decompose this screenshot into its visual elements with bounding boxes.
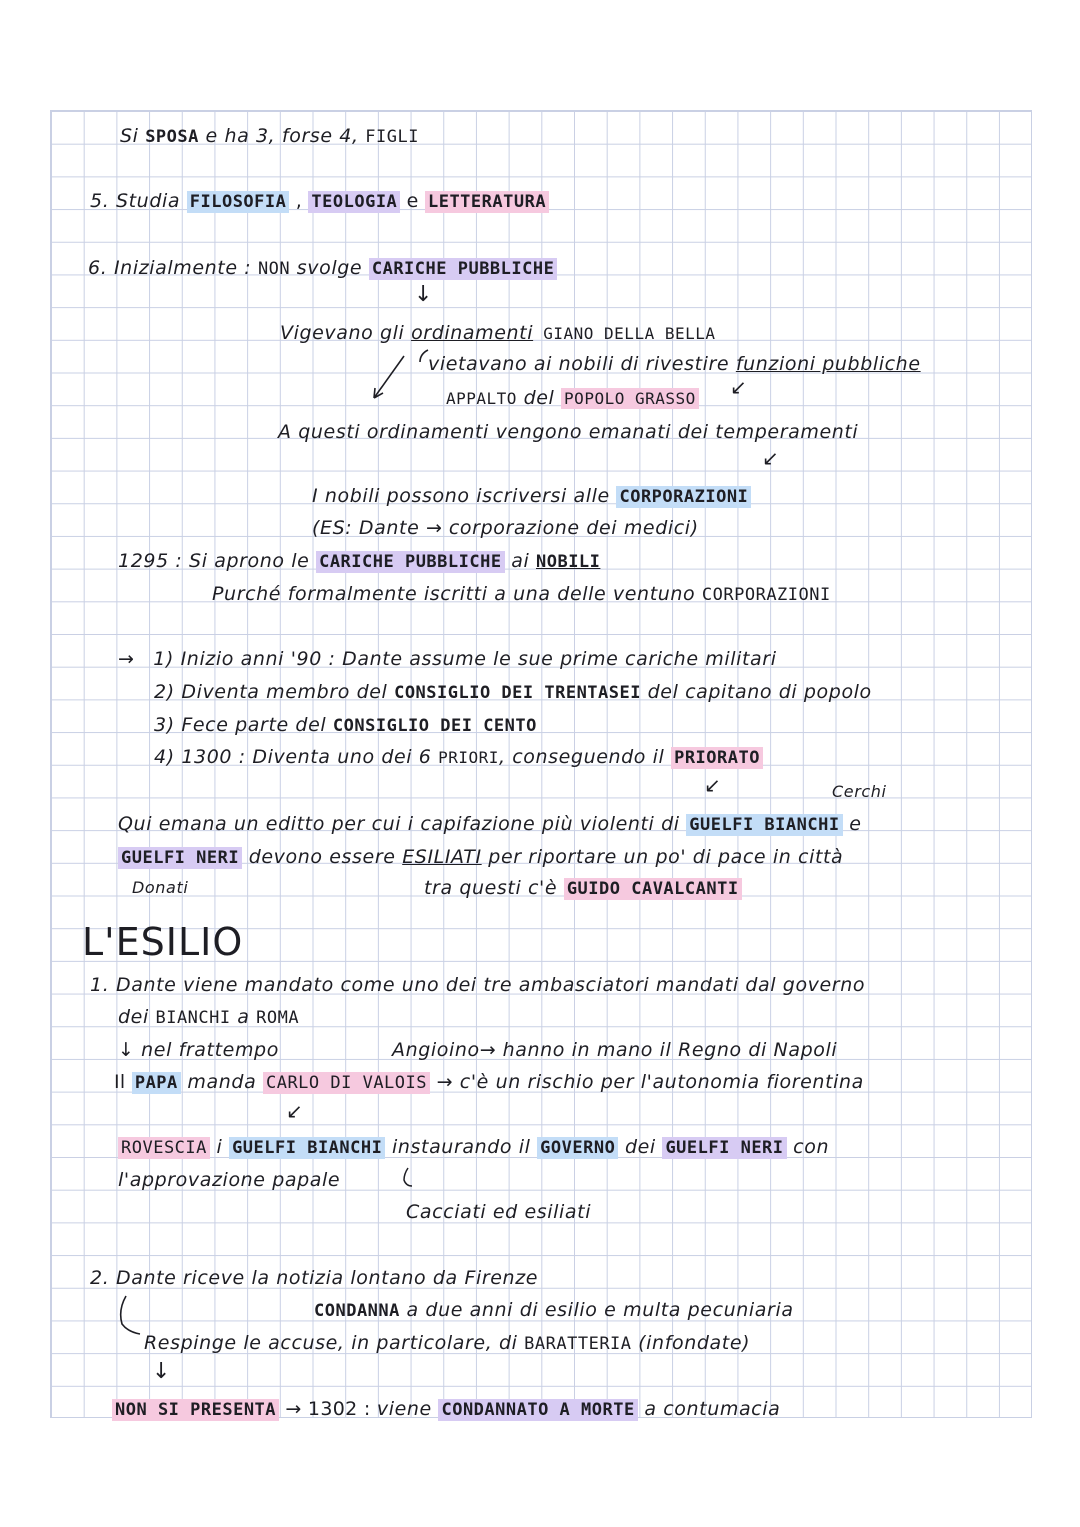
down-left-arrow-icon: ↙: [286, 1099, 303, 1123]
exile-line-8: Cacciati ed esiliati: [406, 1201, 592, 1223]
exile-line-4: Angioino→ hanno in mano il Regno di Napoli: [392, 1039, 838, 1061]
line-1295: 1295 : Si aprono le CARICHE PUBBLICHE ai NOBILI: [118, 550, 601, 572]
line-item-2: 2) Diventa membro del CONSIGLIO DEI TRENTASEI del capitano di popolo: [154, 681, 872, 703]
bracket-mark-icon: [398, 1166, 418, 1190]
down-arrow-icon: ↓: [152, 1359, 171, 1384]
exile-line-5: Il PAPA manda CARLO DI VALOIS → c'è un rischio per l'autonomia fiorentina: [114, 1071, 864, 1093]
line-example: (ES: Dante → corporazione dei medici): [312, 517, 699, 539]
exile-line-7: l'approvazione papale: [118, 1169, 341, 1191]
line-cavalcanti: tra questi c'è GUIDO CAVALCANTI: [424, 876, 742, 901]
note-donati: Donati: [132, 878, 189, 897]
note-cerchi: Cerchi: [832, 782, 887, 801]
exile-line-13: NON SI PRESENTA → 1302 : viene CONDANNATO A MORTE a contumacia: [112, 1397, 780, 1422]
line-married: Si SPOSA e ha 3, forse 4, FIGLI: [120, 125, 419, 147]
line-item-1: → 1) Inizio anni '90 : Dante assume le sue prime cariche militari: [118, 648, 777, 670]
line-ordinamenti: Vigevano gli ordinamenti GIANO DELLA BELLA: [280, 322, 716, 344]
line-editto: Qui emana un editto per cui i capifazione più violenti di GUELFI BIANCHI e: [118, 813, 862, 835]
exile-line-9: 2. Dante riceve la notizia lontano da Firenze: [90, 1267, 539, 1289]
line-vietavano: vietavano ai nobili di rivestire funzioni pubbliche: [428, 353, 921, 375]
exile-line-6: ROVESCIA i GUELFI BIANCHI instaurando il GOVERNO dei GUELFI NERI con: [118, 1135, 829, 1160]
line-appalto: APPALTO del POPOLO GRASSO: [446, 386, 699, 411]
exile-line-3: ↓ nel frattempo: [118, 1039, 279, 1061]
line-studies: 5. Studia FILOSOFIA , TEOLOGIA e LETTERATURA: [90, 189, 549, 214]
down-left-arrow-icon: ↙: [762, 446, 779, 470]
line-nobili-corporazioni: I nobili possono iscriversi alle CORPORAZIONI: [312, 484, 751, 509]
line-guelfi-neri: GUELFI NERI devono essere ESILIATI per riportare un po' di pace in città: [118, 845, 843, 870]
line-item-3: 3) Fece parte del CONSIGLIO DEI CENTO: [154, 714, 537, 736]
down-arrow-icon: ↓: [414, 282, 433, 307]
curve-arrow-icon: ↙: [730, 375, 747, 399]
line-temperamenti: A questi ordinamenti vengono emanati dei temperamenti: [278, 421, 859, 443]
exile-line-2: dei BIANCHI a ROMA: [118, 1006, 300, 1028]
line-initially: 6. Inizialmente : NON svolge CARICHE PUBBLICHE: [88, 256, 557, 281]
exile-line-10: CONDANNA a due anni di esilio e multa pecuniaria: [314, 1299, 794, 1321]
down-left-arrow-icon: ↙: [704, 773, 721, 797]
line-item-4: 4) 1300 : Diventa uno dei 6 PRIORI, conseguendo il PRIORATO: [154, 745, 763, 770]
exile-line-11: Respinge le accuse, in particolare, di BARATTERIA (infondate): [144, 1332, 751, 1354]
section-title: L'ESILIO: [82, 920, 244, 964]
line-purche: Purché formalmente iscritti a una delle ventuno CORPORAZIONI: [212, 583, 831, 605]
exile-line-1: 1. Dante viene mandato come uno dei tre ambasciatori mandati dal governo: [90, 974, 866, 996]
